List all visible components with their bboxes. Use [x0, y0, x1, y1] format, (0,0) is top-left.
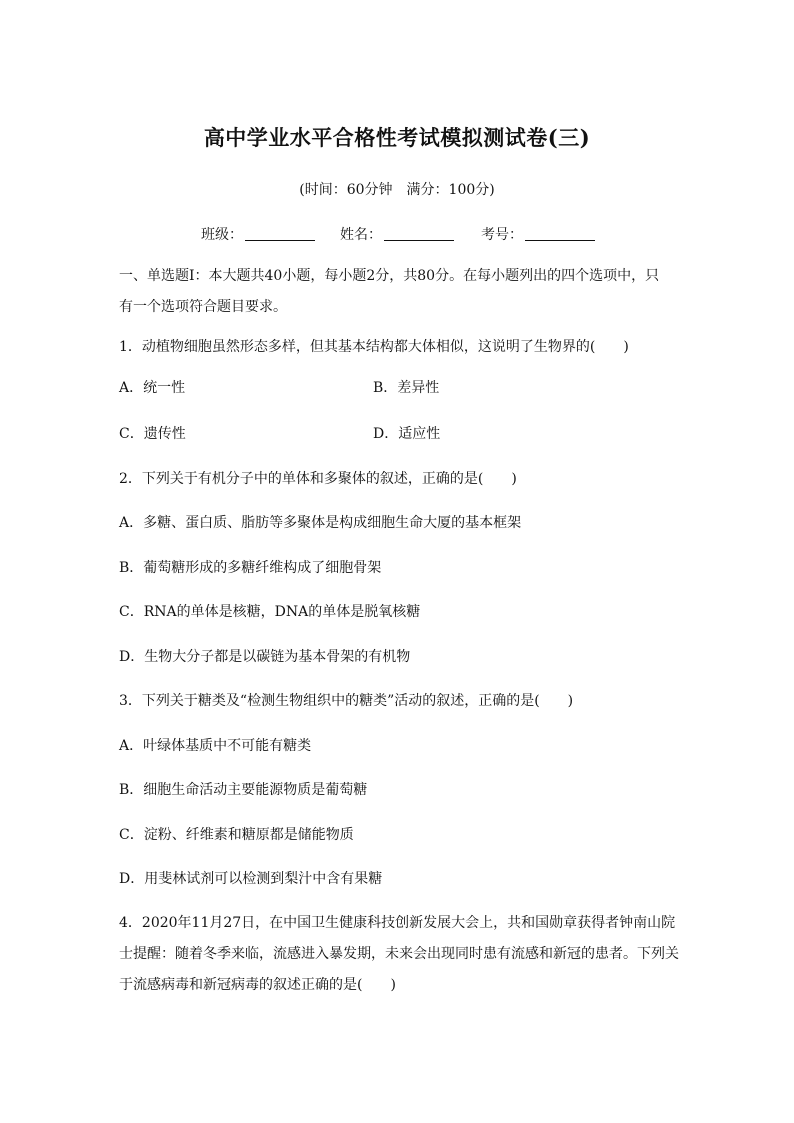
exam-subtitle: (时间：60分钟 满分：100分)	[299, 182, 495, 198]
question-1-stem: 1．动植物细胞虽然形态多样，但其基本结构都大体相似，这说明了生物界的( )	[119, 339, 629, 355]
question-2-option-d: D．生物大分子都是以碳链为基本骨架的有机物	[119, 649, 411, 665]
question-3-option-a: A．叶绿体基质中不可能有糖类	[119, 738, 312, 754]
question-4-stem-line1: 4．2020年11月27日，在中国卫生健康科技创新发展大会上，共和国勋章获得者钟南山院	[119, 915, 676, 931]
number-field	[481, 224, 595, 244]
question-4-stem-line3: 于流感病毒和新冠病毒的叙述正确的是( )	[119, 977, 396, 993]
question-2-option-b: B．葡萄糖形成的多糖纤维构成了细胞骨架	[119, 560, 382, 576]
number-label: 考号：	[481, 227, 523, 243]
class-label: 班级：	[201, 227, 243, 243]
question-1-option-b: B．差异性	[373, 380, 440, 396]
question-3-stem: 3．下列关于糖类及“检测生物组织中的糖类”活动的叙述，正确的是( )	[119, 693, 574, 709]
question-4-stem-line2: 士提醒：随着冬季来临，流感进入暴发期，未来会出现同时患有流感和新冠的患者。下列关	[119, 946, 679, 962]
section-heading-line2: 有一个选项符合题目要求。	[119, 299, 287, 315]
question-3-option-c: C．淀粉、纤维素和糖原都是储能物质	[119, 827, 354, 843]
question-2-option-a: A．多糖、蛋白质、脂肪等多聚体是构成细胞生命大厦的基本框架	[119, 515, 522, 531]
question-1-option-c: C．遗传性	[119, 426, 186, 442]
class-blank	[245, 226, 315, 241]
class-field	[201, 224, 315, 244]
question-3-option-b: B．细胞生命活动主要能源物质是葡萄糖	[119, 782, 368, 798]
question-1-option-d: D．适应性	[373, 426, 441, 442]
number-blank	[525, 226, 595, 241]
question-3-option-d: D．用斐林试剂可以检测到梨汁中含有果糖	[119, 871, 383, 887]
name-blank	[384, 226, 454, 241]
question-2-option-c: C．RNA的单体是核糖，DNA的单体是脱氧核糖	[119, 604, 421, 620]
exam-title: 高中学业水平合格性考试模拟测试卷(三)	[203, 125, 591, 150]
name-field	[340, 224, 454, 244]
name-label: 姓名：	[340, 227, 382, 243]
section-heading-line1: 一、单选题Ⅰ：本大题共40小题，每小题2分，共80分。在每小题列出的四个选项中，只	[119, 268, 660, 284]
question-2-stem: 2．下列关于有机分子中的单体和多聚体的叙述，正确的是( )	[119, 471, 517, 487]
question-1-option-a: A．统一性	[119, 380, 186, 396]
